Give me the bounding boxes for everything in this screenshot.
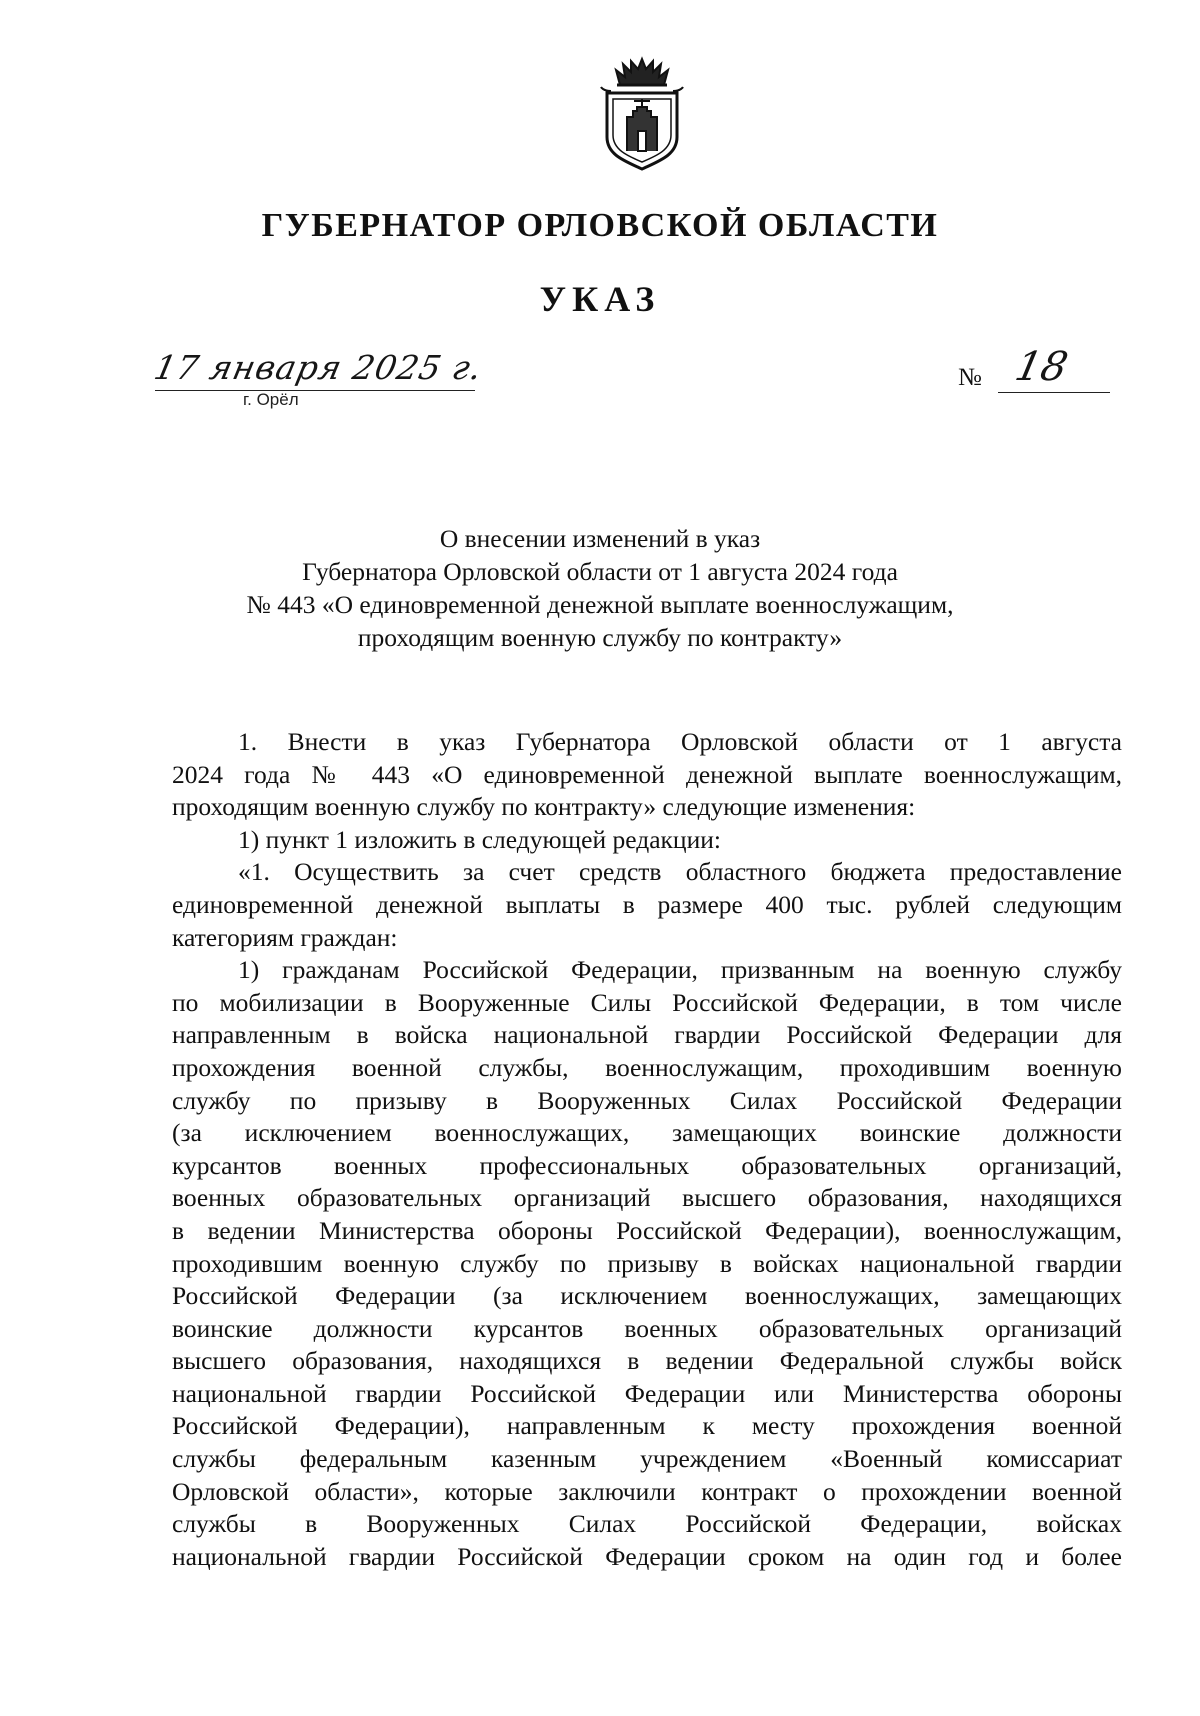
subject-line: О внесении изменений в указ — [439, 524, 761, 553]
body-line: 1) гражданам Российской Федерации, призванным на военную службу — [238, 955, 1122, 985]
body-line: 1) пункт 1 изложить в следующей редакции: — [238, 824, 721, 854]
number-block — [958, 344, 1113, 394]
document-type: УКАЗ — [539, 279, 661, 319]
body-line: в ведении Министерства обороны Российской Федерации), военнослужащим, — [172, 1215, 1122, 1245]
body-line: военных образовательных организаций высшего образования, находящихся — [172, 1183, 1122, 1213]
number-sign: № — [958, 364, 982, 391]
city-label: г. Орёл — [243, 390, 299, 409]
date-block — [150, 348, 500, 409]
document-body — [172, 726, 1122, 1573]
body-line: высшего образования, находящихся в ведении Федеральной службы войск — [172, 1346, 1122, 1376]
body-line: проходившим военную службу по призыву в войсках национальной гвардии — [172, 1248, 1122, 1278]
document-subject — [170, 522, 1030, 654]
number-underline — [998, 392, 1110, 393]
body-line: «1. Осуществить за счет средств областного бюджета предоставление — [238, 857, 1122, 887]
body-line: национальной гвардии Российской Федерации или Министерства обороны — [172, 1378, 1122, 1408]
body-line: категориям граждан: — [172, 922, 398, 952]
body-line: Российской Федерации (за исключением военнослужащих, замещающих — [172, 1281, 1122, 1311]
body-line: единовременной денежной выплаты в размере 400 тыс. рублей следующим — [172, 889, 1122, 919]
body-line: проходящим военную службу по контракту» следующие изменения: — [172, 792, 916, 822]
subject-line: Губернатора Орловской области от 1 августа 2024 года — [302, 557, 898, 586]
handwritten-number: 18 — [1011, 344, 1072, 390]
body-line: направленным в войска национальной гвардии Российской Федерации для — [172, 1020, 1122, 1050]
body-line: (за исключением военнослужащих, замещающих воинские должности — [172, 1118, 1122, 1148]
body-line: 2024 года № 443 «О единовременной денежной выплате военнослужащим, — [172, 759, 1122, 789]
subject-line: № 443 «О единовременной денежной выплате военнослужащим, — [246, 590, 954, 619]
body-line: 1. Внести в указ Губернатора Орловской области от 1 августа — [238, 727, 1122, 756]
body-line: по мобилизации в Вооруженные Силы Российской Федерации, в том числе — [172, 987, 1122, 1017]
body-line: курсантов военных профессиональных образовательных организаций, — [172, 1150, 1122, 1180]
subject-line: проходящим военную службу по контракту» — [357, 623, 843, 652]
issuer-title: ГУБЕРНАТОР ОРЛОВСКОЙ ОБЛАСТИ — [261, 207, 939, 244]
body-line: Орловской области», которые заключили контракт о прохождении военной — [172, 1476, 1122, 1506]
body-line: прохождения военной службы, военнослужащим, проходившим военную — [172, 1052, 1122, 1082]
body-line: службы федеральным казенным учреждением «Военный комиссариат — [172, 1444, 1122, 1474]
body-line: Российской Федерации), направленным к месту прохождения военной — [172, 1411, 1122, 1441]
body-line: службу по призыву в Вооруженных Силах Российской Федерации — [172, 1085, 1122, 1115]
orel-coat-of-arms-icon — [597, 55, 687, 173]
handwritten-date: 17 января 2025 г. — [150, 348, 487, 387]
body-line: службы в Вооруженных Силах Российской Федерации, войсках — [172, 1509, 1122, 1539]
body-line: национальной гвардии Российской Федерации сроком на один год и более — [172, 1541, 1122, 1571]
date-underline — [155, 390, 475, 391]
body-line: воинские должности курсантов военных образовательных организаций — [172, 1313, 1122, 1343]
